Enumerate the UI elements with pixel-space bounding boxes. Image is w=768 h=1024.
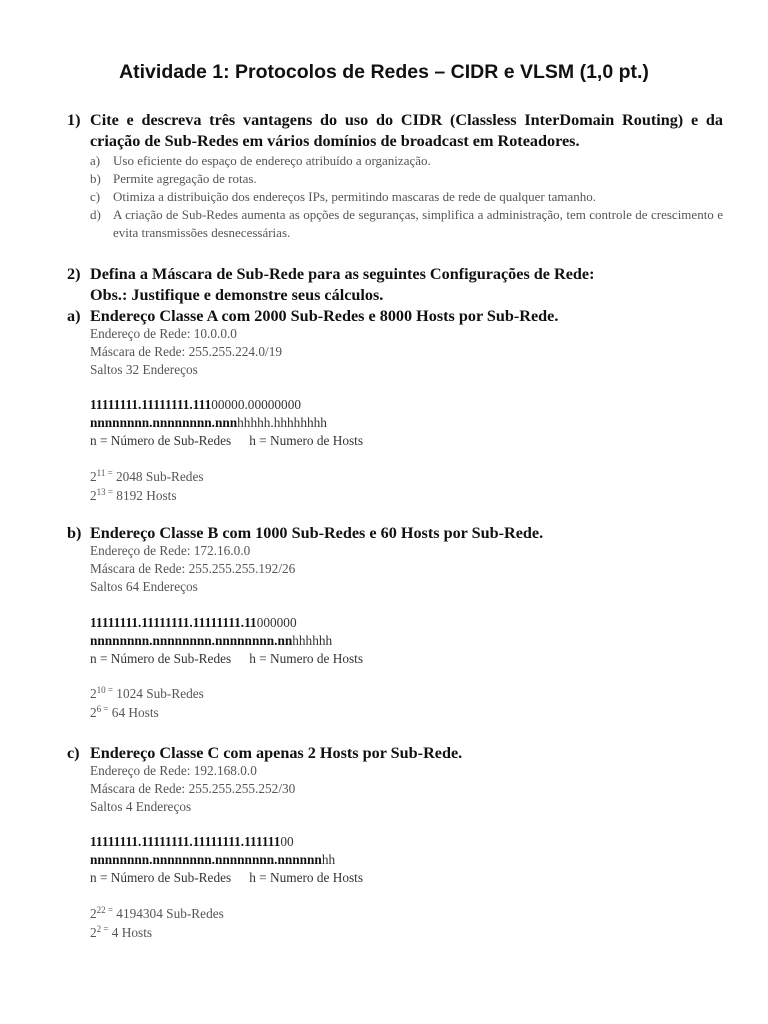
legend-h: h = Numero de Hosts [249,433,364,448]
list-item [90,206,723,242]
binary-ones: 11111111.11111111.111 [90,397,212,412]
list-item-marker: a) [90,153,101,168]
list-item-text: Uso eficiente do espaço de endereço atribuído a organização. [113,153,431,168]
host-power [90,703,690,722]
part-b-powers [90,684,690,722]
question-1-text-line-2: criação de Sub-Redes em vários domínios de broadcast em Roteadores. [90,132,580,150]
part-c-heading [67,743,723,763]
list-item-marker: b) [90,171,101,186]
host-power [90,486,690,505]
list-item-text: Permite agregação de rotas. [113,171,257,186]
power-result: 4 Hosts [108,925,153,940]
address-jumps: Saltos 64 Endereços [90,579,198,594]
binary-mask [90,396,690,414]
part-a-powers [90,467,690,505]
address-jumps: Saltos 32 Endereços [90,362,198,377]
power-exponent: 2 = [96,924,109,934]
part-a-heading-text: Endereço Classe A com 2000 Sub-Redes e 8000 Hosts por Sub-Rede. [90,307,559,325]
part-c-binary [90,833,690,887]
part-c-heading-text: Endereço Classe C com apenas 2 Hosts por Sub-Rede. [90,744,463,762]
part-c-powers [90,904,690,942]
subnet-power [90,904,690,923]
subnet-mask: Máscara de Rede: 255.255.255.252/30 [90,781,296,796]
part-b-marker: b) [67,524,82,542]
binary-zeros: 000000 [256,615,297,630]
list-item-marker: d) [90,207,101,222]
address-jumps: Saltos 4 Endereços [90,799,192,814]
binary-zeros: 00000.00000000 [211,397,301,412]
subnet-mask: Máscara de Rede: 255.255.224.0/19 [90,344,283,359]
question-2-number: 2) [67,265,81,283]
legend-h: h = Numero de Hosts [249,870,364,885]
n-pattern: nnnnnnnn.nnnnnnnn.nnnnnnnn.nn [90,633,293,648]
legend-n: n = Número de Sub-Redes [90,870,232,885]
power-result: 64 Hosts [108,705,159,720]
part-c-marker: c) [67,744,80,762]
host-power [90,923,690,942]
question-1-text-line-1: Cite e descreva três vantagens do uso do CIDR (Classless InterDomain Routing) e da [90,111,723,129]
part-a-binary [90,396,690,450]
list-item-text: Otimiza a distribuição dos endereços IPs, permitindo mascaras de rede de qualquer tamanho. [113,189,597,204]
question-2 [67,264,723,306]
list-item [90,188,723,206]
binary-ones: 11111111.11111111.11111111.111111 [90,834,281,849]
list-item [90,152,723,170]
list-item [90,170,723,188]
subnet-mask: Máscara de Rede: 255.255.255.192/26 [90,561,296,576]
legend-h: h = Numero de Hosts [249,651,364,666]
subnet-power [90,684,690,703]
power-base: 2 [90,705,97,720]
question-2-text-line-1: Defina a Máscara de Sub-Rede para as seguintes Configurações de Rede: [90,265,595,283]
power-result: 4194304 Sub-Redes [112,906,224,921]
question-1-number: 1) [67,111,81,129]
list-item-text: A criação de Sub-Redes aumenta as opções de seguranças, simplifica a administração, tem controle de crescimento e evita transmissões desnecessárias. [113,207,723,240]
list-item-marker: c) [90,189,101,204]
part-b-details [90,542,690,596]
nh-pattern [90,632,690,650]
power-result: 2048 Sub-Redes [112,469,204,484]
power-exponent: 11 = [96,468,113,478]
legend [90,432,690,450]
question-1 [67,110,723,152]
legend-n: n = Número de Sub-Redes [90,651,232,666]
subnet-power [90,467,690,486]
nh-pattern [90,414,690,432]
binary-mask [90,614,690,632]
part-a-marker: a) [67,307,81,325]
nh-pattern [90,851,690,869]
power-base: 2 [90,906,97,921]
network-address: Endereço de Rede: 172.16.0.0 [90,543,251,558]
power-exponent: 13 = [96,487,113,497]
power-result: 1024 Sub-Redes [112,686,204,701]
legend-n: n = Número de Sub-Redes [90,433,232,448]
power-result: 8192 Hosts [112,488,177,503]
n-pattern: nnnnnnnn.nnnnnnnn.nnnnnnnn.nnnnnn [90,852,322,867]
binary-mask [90,833,690,851]
part-a-heading [67,306,723,326]
part-b-heading [67,523,723,543]
network-address: Endereço de Rede: 10.0.0.0 [90,326,237,341]
power-base: 2 [90,925,97,940]
legend [90,650,690,668]
network-address: Endereço de Rede: 192.168.0.0 [90,763,257,778]
legend [90,869,690,887]
part-c-details [90,762,690,816]
power-base: 2 [90,488,97,503]
power-base: 2 [90,686,97,701]
h-pattern: hh [321,852,336,867]
part-a-details [90,325,690,379]
power-exponent: 22 = [96,905,113,915]
binary-zeros: 00 [280,834,294,849]
power-exponent: 10 = [96,685,113,695]
binary-ones: 11111111.11111111.11111111.11 [90,615,257,630]
question-2-text-line-2: Obs.: Justifique e demonstre seus cálculos. [90,286,384,304]
part-b-binary [90,614,690,668]
document-title: Atividade 1: Protocolos de Redes – CIDR e VLSM (1,0 pt.) [119,61,649,83]
question-1-answer-list [90,152,723,242]
power-exponent: 6 = [96,704,109,714]
h-pattern: hhhhh.hhhhhhhh [237,415,327,430]
part-b-heading-text: Endereço Classe B com 1000 Sub-Redes e 60 Hosts por Sub-Rede. [90,524,544,542]
n-pattern: nnnnnnnn.nnnnnnnn.nnn [90,415,238,430]
power-base: 2 [90,469,97,484]
h-pattern: hhhhhh [292,633,333,648]
